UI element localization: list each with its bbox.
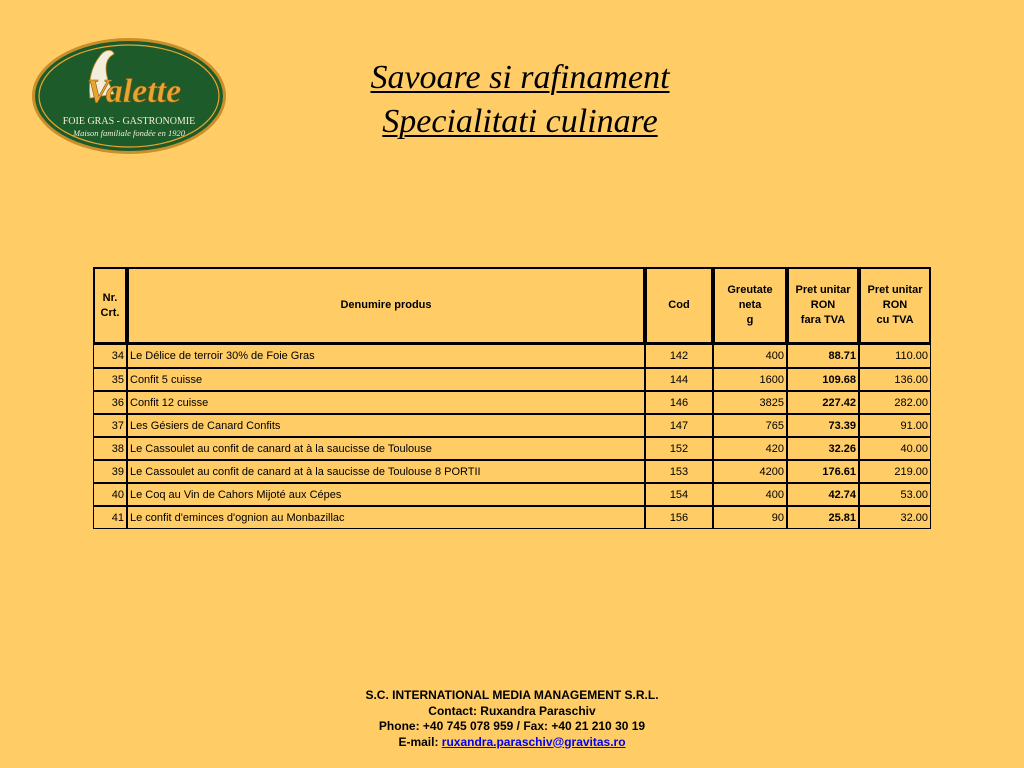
cell-price-vat: 40.00	[859, 437, 931, 460]
cell-price-no-vat: 176.61	[787, 460, 859, 483]
cell-name: Le confit d'eminces d'ognion au Monbazillac	[127, 506, 645, 529]
logo-motto: Maison familiale fondée en 1920	[73, 128, 185, 138]
cell-price-no-vat: 42.74	[787, 483, 859, 506]
cell-nr: 38	[93, 437, 127, 460]
cell-nr: 41	[93, 506, 127, 529]
cell-cod: 146	[645, 391, 713, 414]
header-weight: Greutate neta g	[713, 267, 787, 345]
cell-weight: 3825	[713, 391, 787, 414]
footer-company: S.C. INTERNATIONAL MEDIA MANAGEMENT S.R.L.	[365, 688, 659, 702]
logo-tagline: FOIE GRAS - GASTRONOMIE	[62, 116, 196, 127]
cell-price-no-vat: 73.39	[787, 414, 859, 437]
cell-nr: 39	[93, 460, 127, 483]
footer-phone: Phone: +40 745 078 959 / Fax: +40 21 210 30 19	[378, 719, 646, 733]
cell-nr: 40	[93, 483, 127, 506]
page-title	[270, 56, 770, 144]
cell-name: Le Cassoulet au confit de canard at à la saucisse de Toulouse 8 PORTII	[127, 460, 645, 483]
footer-email-line	[262, 735, 762, 751]
cell-weight: 1600	[713, 368, 787, 391]
cell-price-vat: 91.00	[859, 414, 931, 437]
cell-nr: 34	[93, 345, 127, 368]
footer-contact-name: Contact: Ruxandra Paraschiv	[428, 703, 596, 718]
cell-name: Le Cassoulet au confit de canard at à la saucisse de Toulouse	[127, 437, 645, 460]
header-nr: Nr. Crt.	[93, 267, 127, 345]
table-row	[93, 437, 931, 460]
cell-cod: 154	[645, 483, 713, 506]
cell-weight: 4200	[713, 460, 787, 483]
cell-cod: 142	[645, 345, 713, 368]
header-name: Denumire produs	[127, 267, 645, 345]
cell-cod: 156	[645, 506, 713, 529]
cell-nr: 36	[93, 391, 127, 414]
table-header-row	[93, 267, 931, 345]
table-row	[93, 506, 931, 529]
cell-price-vat: 136.00	[859, 368, 931, 391]
logo-brand: Valette	[86, 73, 182, 110]
cell-price-no-vat: 32.26	[787, 437, 859, 460]
cell-price-no-vat: 227.42	[787, 391, 859, 414]
cell-weight: 400	[713, 483, 787, 506]
cell-price-vat: 32.00	[859, 506, 931, 529]
cell-weight: 400	[713, 345, 787, 368]
products-table	[93, 267, 931, 529]
cell-price-vat: 53.00	[859, 483, 931, 506]
cell-nr: 35	[93, 368, 127, 391]
cell-price-vat: 282.00	[859, 391, 931, 414]
footer-contact	[262, 688, 762, 750]
cell-cod: 144	[645, 368, 713, 391]
cell-price-vat: 110.00	[859, 345, 931, 368]
cell-weight: 420	[713, 437, 787, 460]
header-price-no-vat: Pret unitar RON fara TVA	[787, 267, 859, 345]
table-row	[93, 483, 931, 506]
cell-price-vat: 219.00	[859, 460, 931, 483]
cell-name: Les Gésiers de Canard Confits	[127, 414, 645, 437]
cell-nr: 37	[93, 414, 127, 437]
cell-price-no-vat: 25.81	[787, 506, 859, 529]
cell-cod: 152	[645, 437, 713, 460]
header-price-vat: Pret unitar RON cu TVA	[859, 267, 931, 345]
cell-cod: 153	[645, 460, 713, 483]
valette-logo	[30, 36, 228, 156]
table-row	[93, 368, 931, 391]
title-line-2: Specialitati culinare	[382, 103, 658, 140]
cell-price-no-vat: 88.71	[787, 345, 859, 368]
footer-email-label: E-mail:	[398, 734, 442, 749]
cell-cod: 147	[645, 414, 713, 437]
cell-name: Le Coq au Vin de Cahors Mijoté aux Cépes	[127, 483, 645, 506]
footer-email-link[interactable]: ruxandra.paraschiv@gravitas.ro	[441, 734, 626, 749]
cell-name: Confit 12 cuisse	[127, 391, 645, 414]
header-cod: Cod	[645, 267, 713, 345]
cell-weight: 765	[713, 414, 787, 437]
table-row	[93, 460, 931, 483]
table-row	[93, 414, 931, 437]
table-row	[93, 391, 931, 414]
cell-name: Le Délice de terroir 30% de Foie Gras	[127, 345, 645, 368]
title-line-1: Savoare si rafinament	[370, 59, 670, 96]
table-row	[93, 345, 931, 368]
cell-name: Confit 5 cuisse	[127, 368, 645, 391]
cell-weight: 90	[713, 506, 787, 529]
cell-price-no-vat: 109.68	[787, 368, 859, 391]
